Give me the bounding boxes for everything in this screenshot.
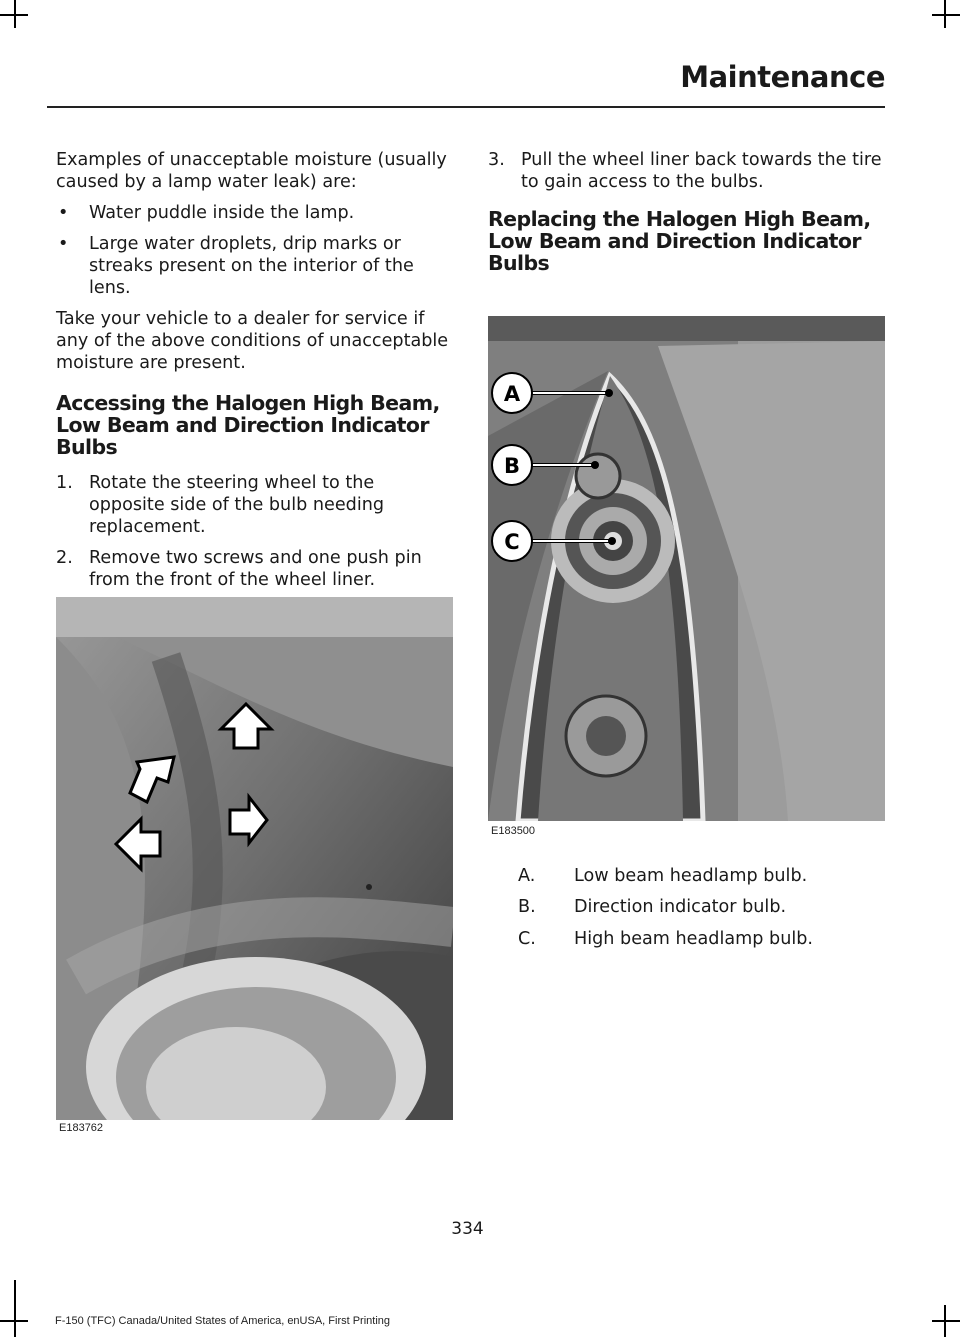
step-number: 3. — [488, 150, 505, 170]
advice-paragraph: Take your vehicle to a dealer for service if any of the above conditions of unacceptable moisture are present. — [56, 309, 449, 373]
list-item — [488, 149, 888, 193]
legend-key: B. — [518, 897, 536, 917]
step-number: 1. — [56, 473, 73, 493]
legend-key: C. — [518, 929, 536, 949]
step-number: 2. — [56, 548, 73, 568]
legend-text: Direction indicator bulb. — [574, 897, 787, 917]
list-item — [56, 202, 451, 224]
legend-text: Low beam headlamp bulb. — [574, 866, 808, 886]
legend-key: A. — [518, 866, 536, 886]
wheel-liner-drawing — [56, 597, 453, 1120]
left-column — [56, 149, 451, 591]
figure-code: E183500 — [491, 825, 536, 837]
bullet-mark: • — [58, 203, 69, 223]
footer-text: F-150 (TFC) Canada/United States of America, enUSA, First Printing — [55, 1315, 391, 1327]
section-heading: Accessing the Halogen High Beam, Low Beam and Direction Indicator Bulbs — [56, 391, 440, 459]
wheel-liner-illustration — [56, 597, 453, 1120]
crop-mark — [14, 1280, 16, 1337]
callout-label: A — [503, 382, 521, 406]
callout-label: C — [504, 530, 520, 554]
crop-mark — [944, 0, 946, 28]
section-title: Maintenance — [680, 60, 885, 94]
headlamp-drawing — [488, 316, 885, 821]
list-item — [56, 233, 451, 299]
section-heading: Replacing the Halogen High Beam, Low Beam and Direction Indicator Bulbs — [488, 207, 871, 275]
step-text: Pull the wheel liner back towards the tire to gain access to the bulbs. — [521, 150, 882, 192]
list-item — [56, 547, 451, 591]
bullet-text: Large water droplets, drip marks or streaks present on the interior of the lens. — [89, 234, 414, 298]
page-number: 334 — [451, 1219, 484, 1239]
figure-code: E183762 — [59, 1122, 104, 1134]
callout-label: B — [503, 454, 521, 478]
intro-paragraph: Examples of unacceptable moisture (usually caused by a lamp water leak) are: — [56, 150, 447, 192]
legend-text: High beam headlamp bulb. — [574, 929, 813, 949]
bullet-text: Water puddle inside the lamp. — [89, 203, 355, 223]
right-column — [488, 149, 888, 274]
crop-mark — [932, 14, 960, 16]
crop-mark — [932, 1320, 960, 1322]
step-text: Rotate the steering wheel to the opposite side of the bulb needing replacement. — [89, 473, 385, 537]
list-item — [56, 472, 451, 538]
step-text: Remove two screws and one push pin from the front of the wheel liner. — [89, 548, 422, 590]
bullet-mark: • — [58, 234, 69, 254]
crop-mark — [0, 1320, 28, 1322]
header-divider — [47, 106, 885, 108]
headlamp-illustration — [488, 316, 885, 821]
crop-mark — [14, 0, 16, 28]
